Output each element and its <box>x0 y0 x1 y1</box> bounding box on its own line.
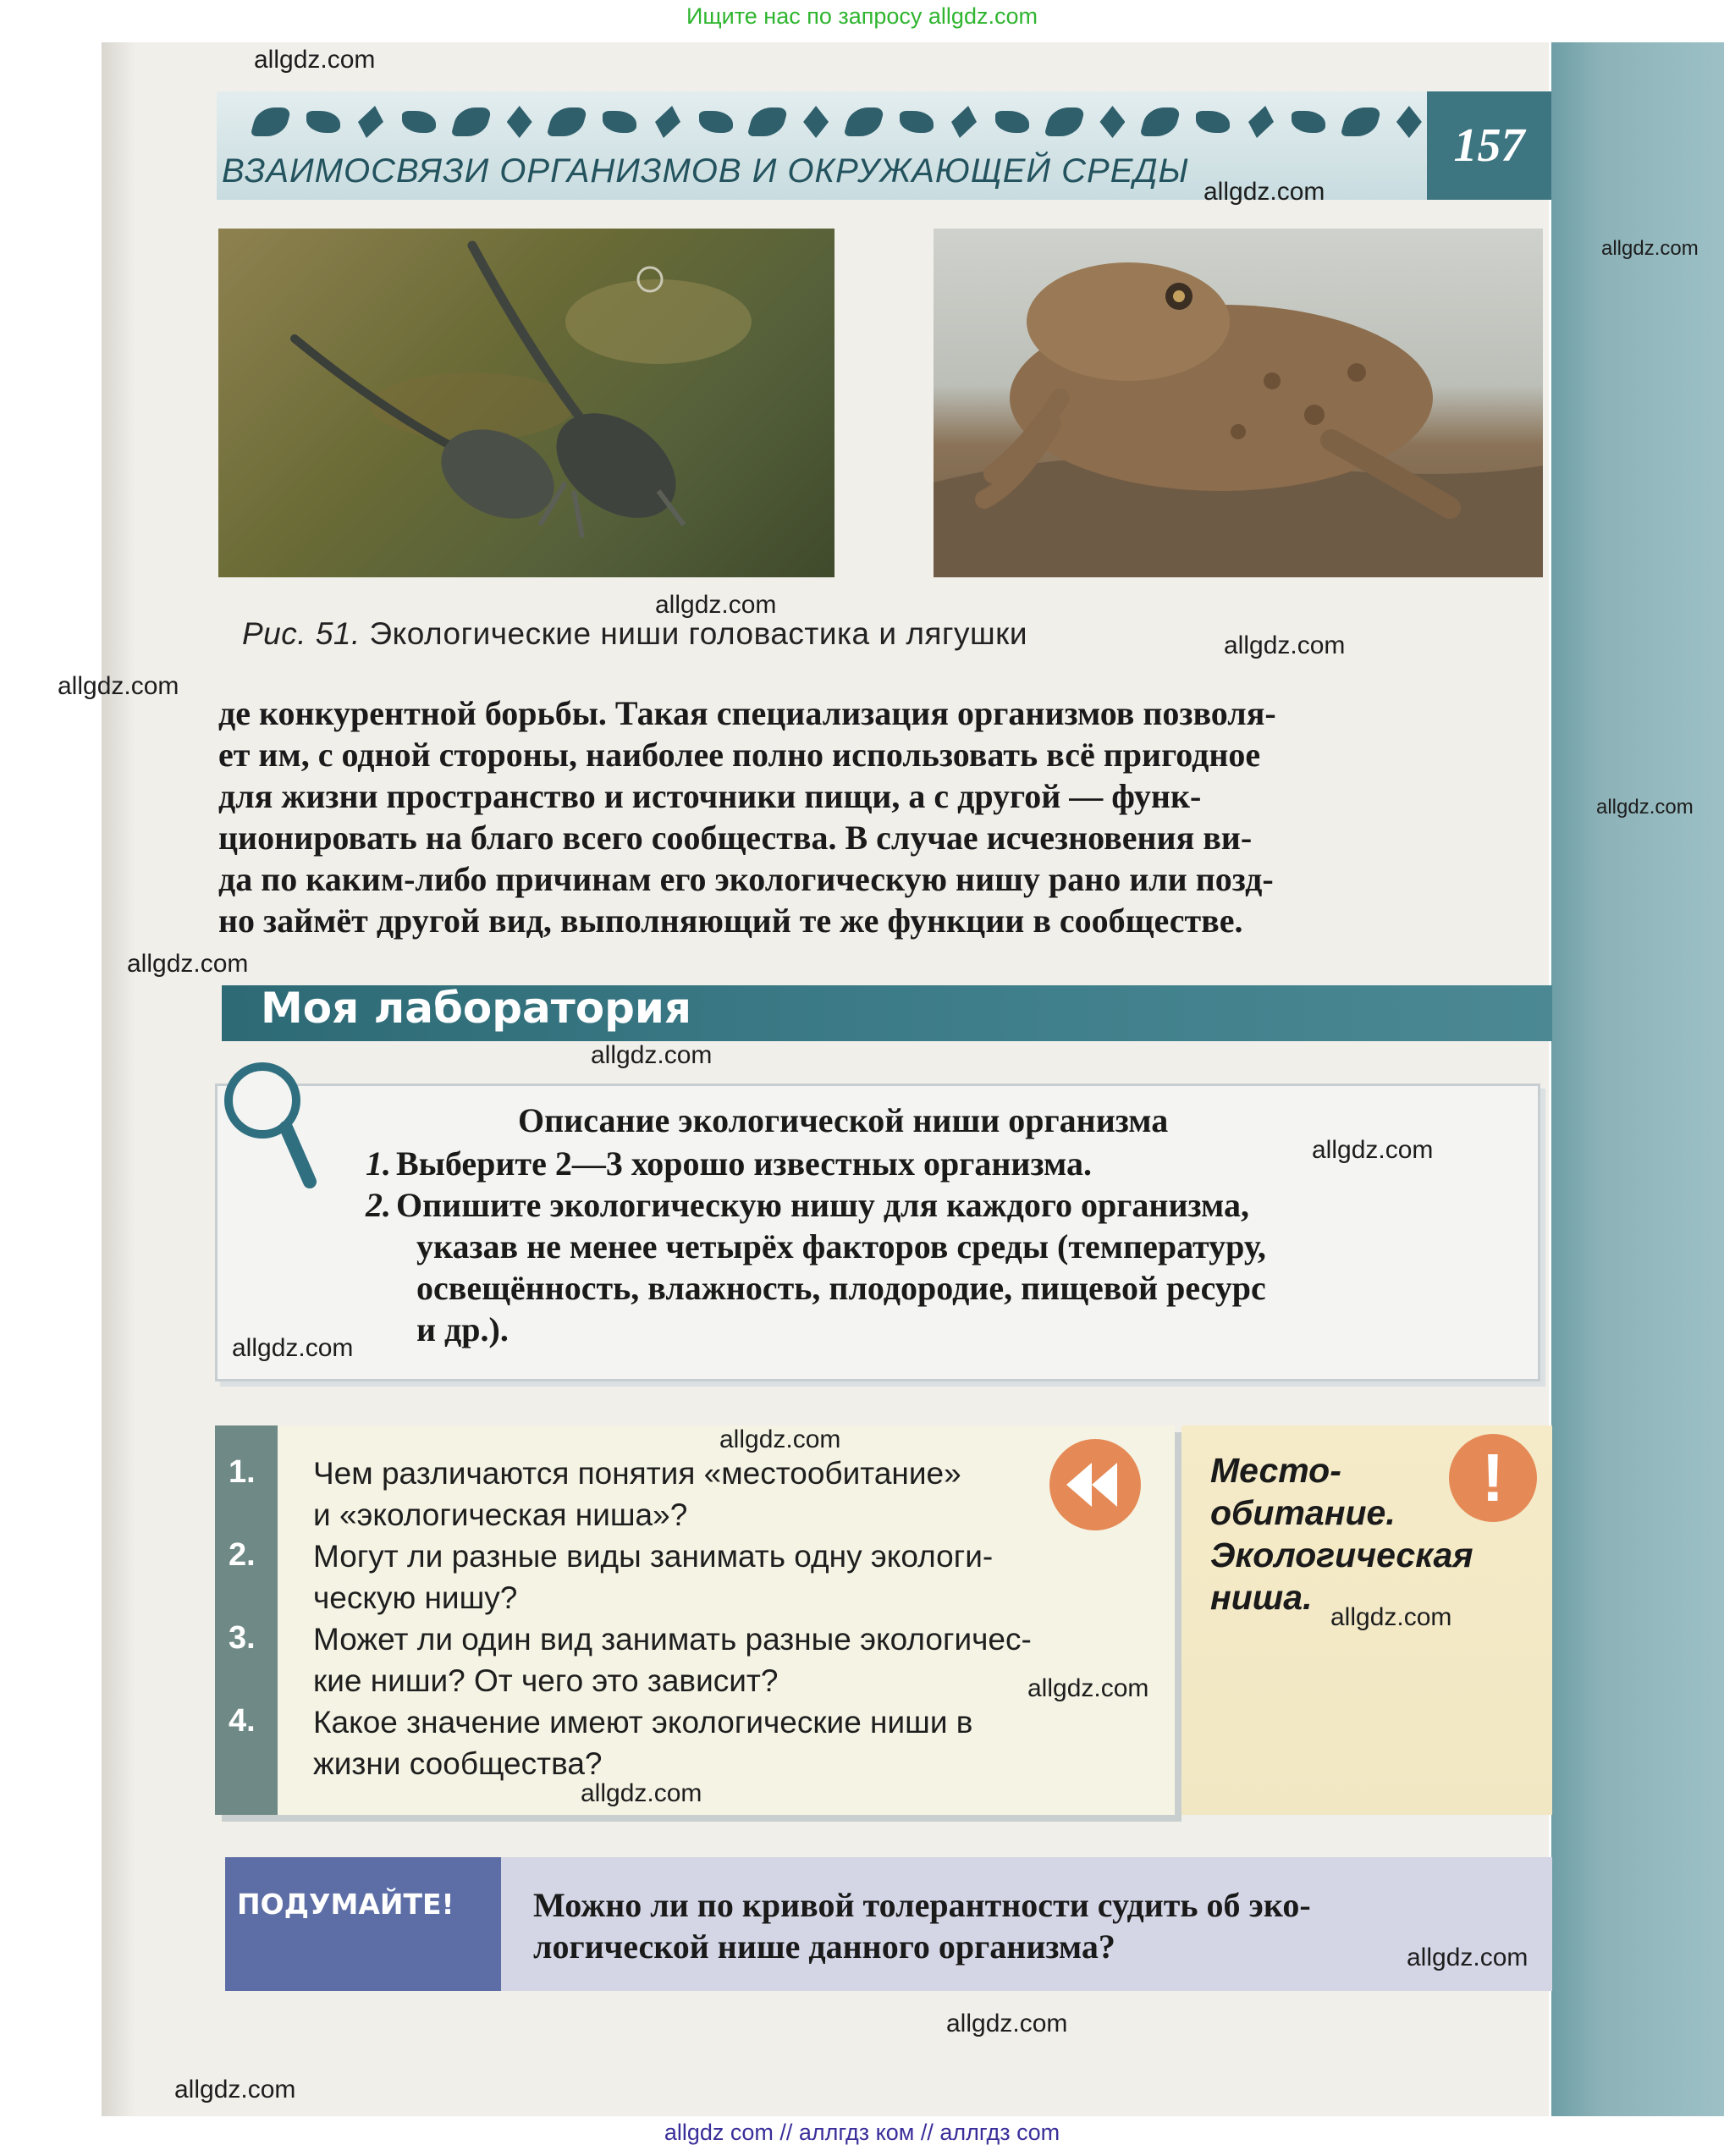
question-number: 2. <box>229 1537 256 1573</box>
body-line: для жизни пространство и источники пищи, а с другой — функ- <box>218 777 1202 815</box>
site-watermark: allgdz.com <box>1596 796 1694 819</box>
question-line: и «экологическая ниша»? <box>313 1497 688 1532</box>
animal-icon <box>603 111 636 133</box>
lab-step-line: указав не менее четырёх факторов среды (температуру, <box>416 1227 1266 1265</box>
term-line: ниша. <box>1210 1578 1313 1617</box>
think-line: Можно ли по кривой толерантности судить об эко- <box>533 1886 1311 1924</box>
figure-caption <box>242 616 1027 652</box>
question-line: Может ли один вид занимать разные экологичес- <box>313 1622 1032 1657</box>
site-watermark: allgdz.com <box>1312 1136 1434 1164</box>
page-binding-shadow <box>102 42 135 2116</box>
lab-step-number: 1. <box>366 1144 391 1183</box>
lab-title: Моя лаборатория <box>261 984 692 1033</box>
animal-icon <box>699 111 733 133</box>
question-line: Какое значение имеют экологические ниши в <box>313 1705 973 1740</box>
think-label: ПОДУМАЙТЕ! <box>237 1888 454 1921</box>
term-line: Место- <box>1210 1451 1341 1490</box>
animal-icon <box>507 106 532 138</box>
toad-illustration <box>934 229 1543 577</box>
site-watermark: allgdz.com <box>655 591 777 619</box>
animal-icon <box>1044 108 1085 136</box>
animal-icon <box>1292 111 1325 133</box>
body-line: но займёт другой вид, выполняющий те же функции в сообществе. <box>218 902 1243 940</box>
question-line: жизни сообщества? <box>313 1746 603 1781</box>
term-line: Экологическая <box>1210 1536 1473 1574</box>
animal-icon <box>402 111 436 133</box>
figure-text: Экологические ниши головастика и лягушки <box>369 616 1027 651</box>
animal-icon <box>1099 106 1125 138</box>
tadpole-illustration <box>218 229 834 577</box>
page-margin-strip <box>1551 42 1724 2116</box>
animal-icon <box>747 108 789 136</box>
animal-icon <box>1196 111 1230 133</box>
animal-icon <box>354 106 388 138</box>
site-watermark: allgdz.com <box>174 2076 296 2104</box>
site-watermark: allgdz.com <box>58 672 179 700</box>
animal-icon <box>1341 108 1382 136</box>
site-watermark: allgdz.com <box>719 1425 841 1453</box>
site-watermark: allgdz.com <box>254 46 376 74</box>
lab-step-2 <box>366 1184 1266 1350</box>
lab-step-line: Опишите экологическую нишу для каждого организма, <box>396 1186 1249 1224</box>
section-title: ВЗАИМОСВЯЗИ ОРГАНИЗМОВ И ОКРУЖАЮЩЕЙ СРЕДЫ <box>222 152 1189 190</box>
question-text <box>313 1536 1159 1618</box>
body-paragraph <box>218 692 1534 941</box>
animal-icon <box>306 111 340 133</box>
animal-icon <box>1140 108 1181 136</box>
site-watermark: allgdz.com <box>1224 631 1346 659</box>
site-watermark: allgdz.com <box>1330 1603 1452 1631</box>
bottom-watermark: allgdz com // аллгдз ком // аллгдз com <box>664 2120 1060 2145</box>
site-watermark: allgdz.com <box>581 1779 702 1807</box>
site-watermark: allgdz.com <box>1407 1944 1528 1971</box>
think-line: логической нише данного организма? <box>533 1927 1115 1966</box>
animal-icon <box>803 106 829 138</box>
animal-silhouette-row <box>254 98 1422 146</box>
animal-icon <box>900 111 934 133</box>
animal-icon <box>651 106 685 138</box>
body-line: де конкурентной борьбы. Такая специализация организмов позволя- <box>218 694 1276 732</box>
site-watermark: allgdz.com <box>1203 178 1325 206</box>
question-number: 4. <box>229 1703 256 1739</box>
term-line: обитание. <box>1210 1493 1396 1532</box>
question-line: ческую нишу? <box>313 1580 518 1615</box>
animal-icon <box>843 108 884 136</box>
lab-step-number: 2. <box>366 1186 391 1224</box>
body-line: ционировать на благо всего сообщества. В случае исчезновения ви- <box>218 819 1253 857</box>
think-question <box>533 1884 1532 1967</box>
animal-icon <box>947 106 981 138</box>
question-number: 3. <box>229 1620 256 1656</box>
site-watermark: allgdz.com <box>127 950 249 978</box>
figure-label: Рис. 51. <box>242 616 361 651</box>
animal-icon <box>995 111 1029 133</box>
lab-step-line: Выберите 2—3 хорошо известных организма. <box>396 1144 1092 1183</box>
question-number: 1. <box>229 1454 256 1490</box>
question-line: Могут ли разные виды занимать одну экологи- <box>313 1539 994 1574</box>
site-watermark: allgdz.com <box>232 1334 354 1362</box>
question-text <box>313 1701 1159 1784</box>
toad-photo <box>934 229 1543 577</box>
lab-step-line: и др.). <box>416 1310 509 1348</box>
tadpole-photo <box>218 229 834 577</box>
animal-icon <box>450 108 492 136</box>
magnifier-icon <box>218 1056 320 1192</box>
lab-task-title: Описание экологической ниши организма <box>518 1101 1169 1139</box>
site-watermark: allgdz.com <box>1027 1674 1149 1702</box>
animal-icon <box>1396 106 1422 138</box>
top-watermark: Ищите нас по запросу allgdz.com <box>686 3 1038 29</box>
site-watermark: allgdz.com <box>946 2010 1068 2037</box>
question-line: кие ниши? От чего это зависит? <box>313 1663 779 1698</box>
think-label-box <box>225 1857 501 1991</box>
body-line: да по каким-либо причинам его экологическую нишу рано или позд- <box>218 860 1274 898</box>
rewind-icon <box>1049 1439 1141 1530</box>
alert-icon: ! <box>1449 1434 1537 1522</box>
site-watermark: allgdz.com <box>1601 237 1699 260</box>
body-line: ет им, с одной стороны, наиболее полно использовать всё пригодное <box>218 736 1261 774</box>
animal-icon <box>250 108 291 136</box>
animal-icon <box>1244 106 1278 138</box>
page-number: 157 <box>1453 119 1525 172</box>
question-line: Чем различаются понятия «местообитание» <box>313 1456 961 1491</box>
question-text <box>313 1453 1159 1536</box>
animal-icon <box>547 108 588 136</box>
lab-step-line: освещённость, влажность, плодородие, пищевой ресурс <box>416 1269 1266 1307</box>
lab-step-1 <box>366 1143 1092 1184</box>
site-watermark: allgdz.com <box>591 1041 713 1069</box>
